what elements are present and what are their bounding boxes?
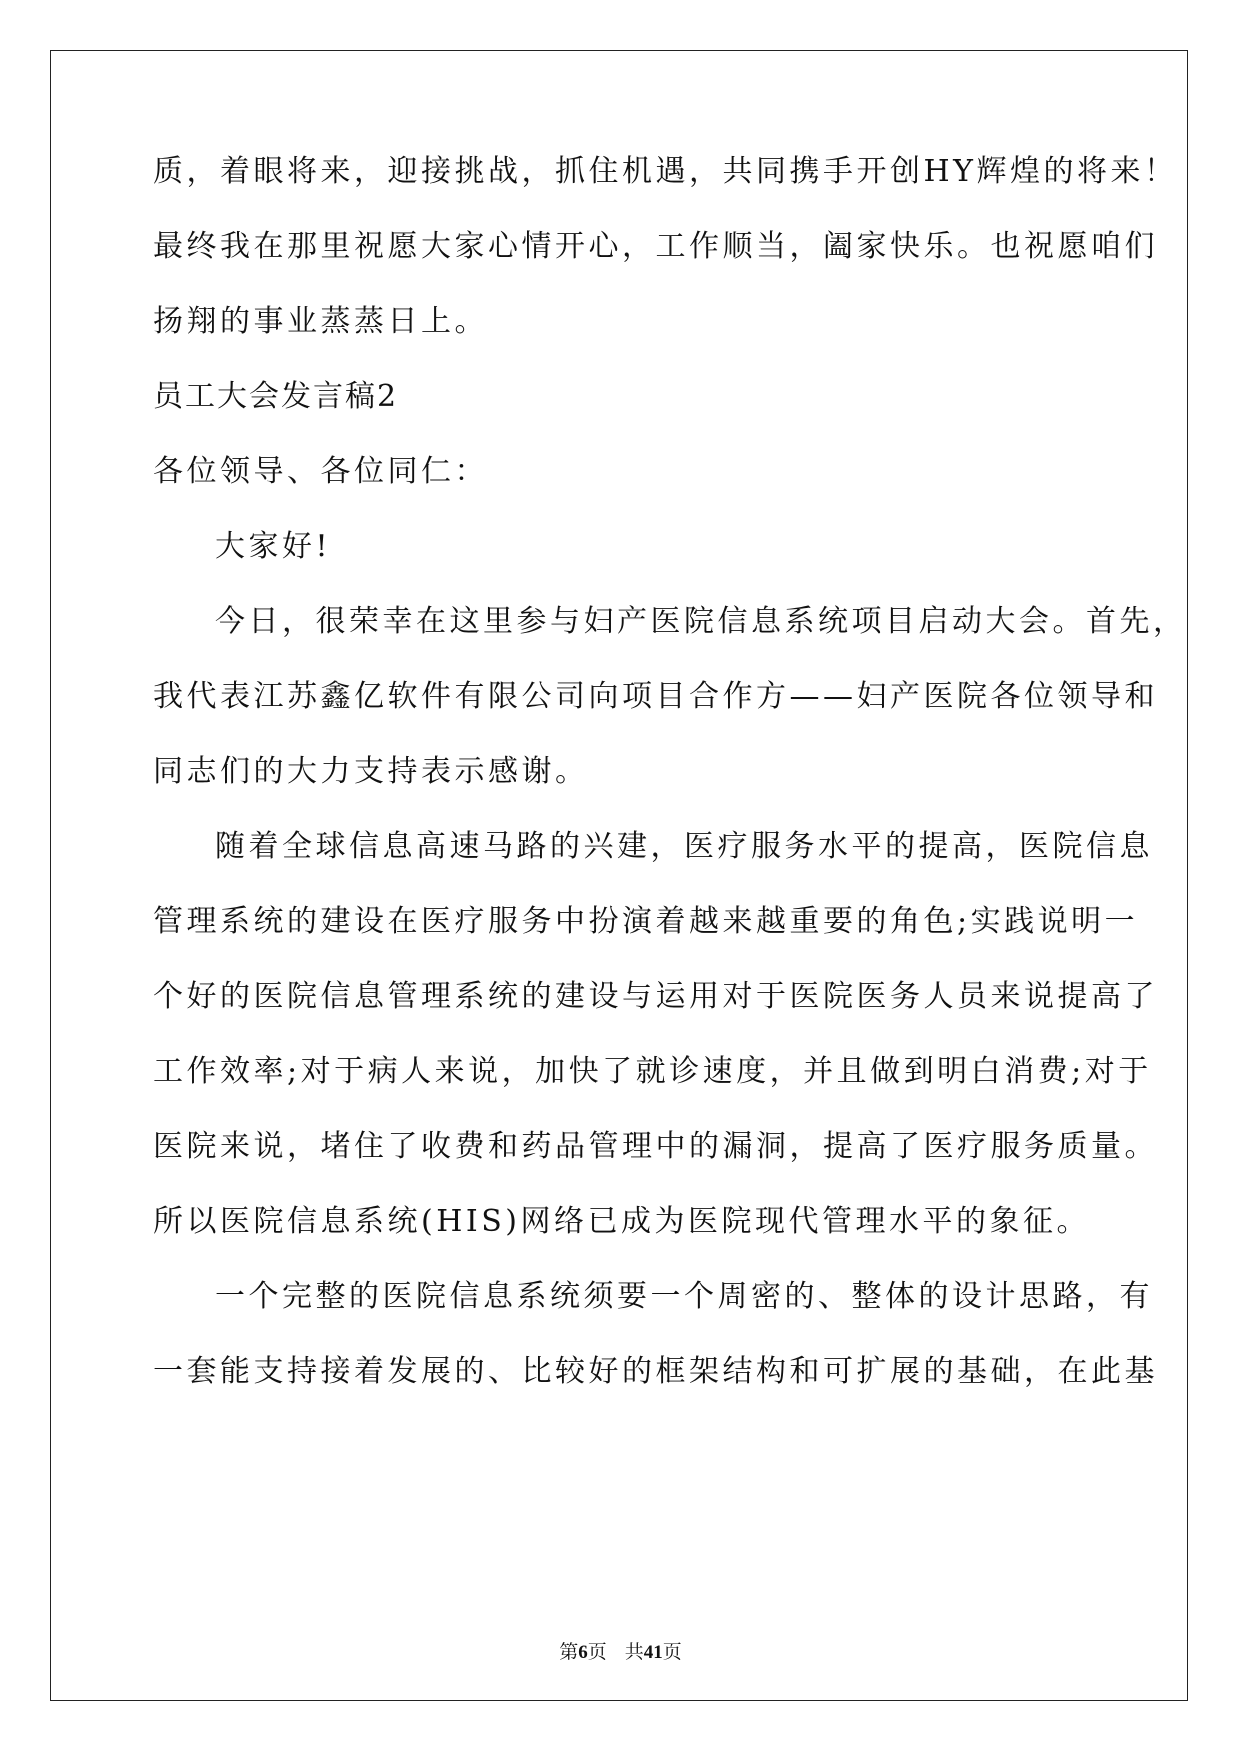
greeting: 大家好! <box>215 529 332 564</box>
text-line-11: 管理系统的建设在医疗服务中扮演着越来越重要的角色;实践说明一 <box>153 904 1139 939</box>
text-line-13: 工作效率;对于病人来说，加快了就诊速度，并且做到明白消费;对于 <box>153 1054 1152 1089</box>
text-line-10: 随着全球信息高速马路的兴建，医疗服务水平的提高，医院信息 <box>215 829 1153 864</box>
text-line-16: 一个完整的医院信息系统须要一个周密的、整体的设计思路，有 <box>215 1279 1153 1314</box>
text-line-2: 最终我在那里祝愿大家心情开心，工作顺当，阖家快乐。也祝愿咱们 <box>153 229 1158 264</box>
text-line-12: 个好的医院信息管理系统的建设与运用对于医院医务人员来说提高了 <box>153 979 1158 1014</box>
section-heading: 员工大会发言稿2 <box>153 379 399 414</box>
page-border <box>50 50 1188 1701</box>
text-line-8: 我代表江苏鑫亿软件有限公司向项目合作方——妇产医院各位领导和 <box>153 679 1158 714</box>
salutation: 各位领导、各位同仁： <box>153 454 488 489</box>
page-footer <box>0 1640 1241 1665</box>
text-line-7: 今日，很荣幸在这里参与妇产医院信息系统项目启动大会。首先， <box>215 604 1187 639</box>
page-unit: 页 <box>587 1641 607 1663</box>
text-line-3: 扬翔的事业蒸蒸日上。 <box>153 304 488 339</box>
total-unit: 页 <box>662 1641 682 1663</box>
total-pages: 41 <box>643 1642 663 1663</box>
text-line-1: 质，着眼将来，迎接挑战，抓住机遇，共同携手开创HY辉煌的将来！ <box>153 154 1178 189</box>
text-line-14: 医院来说，堵住了收费和药品管理中的漏洞，提高了医疗服务质量。 <box>153 1129 1158 1164</box>
page-prefix: 第 <box>559 1641 579 1663</box>
page-number: 6 <box>578 1642 588 1663</box>
text-line-9: 同志们的大力支持表示感谢。 <box>153 754 589 789</box>
text-line-15: 所以医院信息系统(HIS)网络已成为医院现代管理水平的象征。 <box>153 1204 1090 1239</box>
text-line-17: 一套能支持接着发展的、比较好的框架结构和可扩展的基础，在此基 <box>153 1354 1158 1389</box>
total-prefix: 共 <box>624 1641 644 1663</box>
